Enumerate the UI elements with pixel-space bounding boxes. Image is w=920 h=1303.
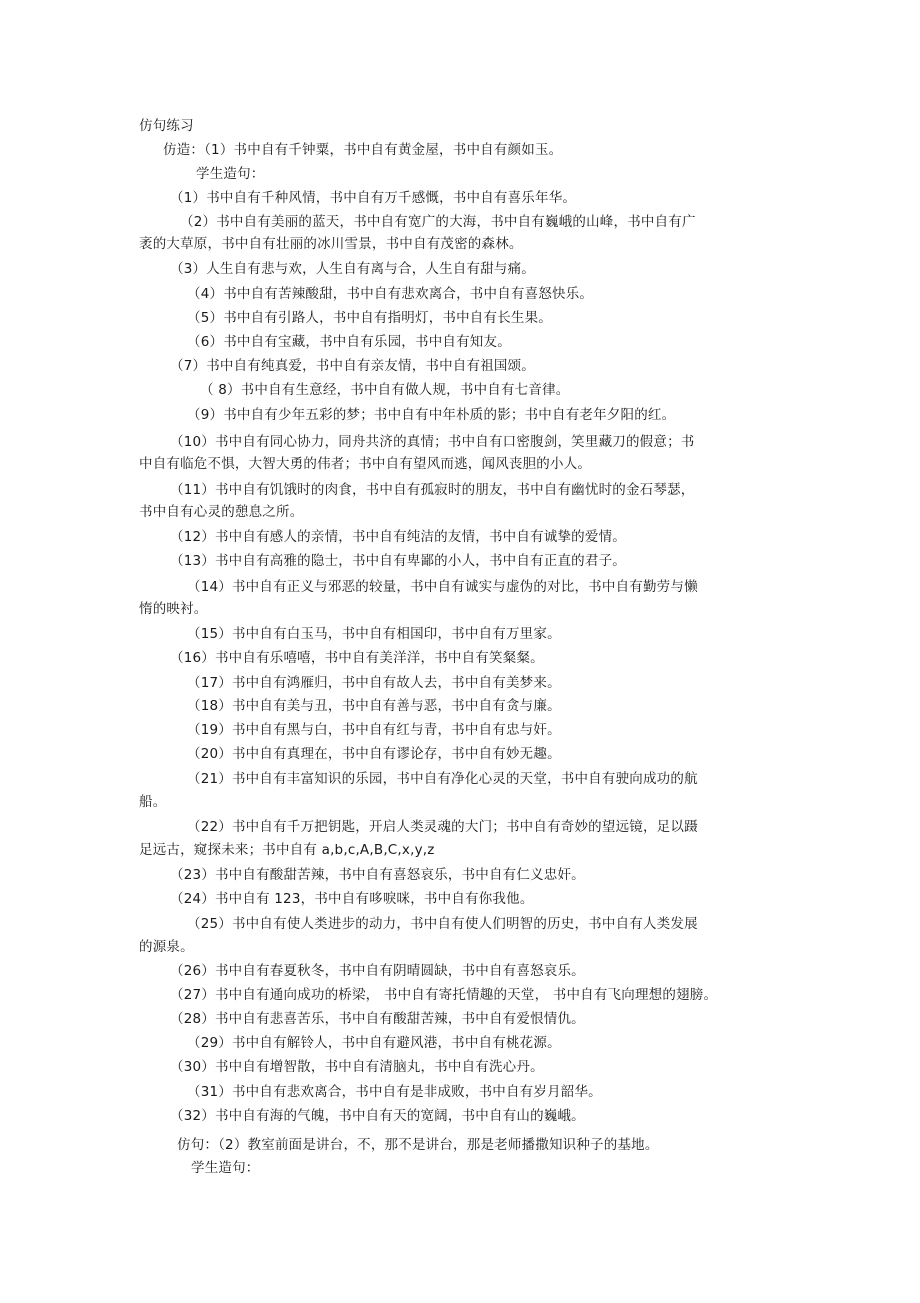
sentence-22-line-1: （22）书中自有千万把钥匙，开启人类灵魂的大门；书中自有奇妙的望远镜，足以蹑 [187,819,698,835]
sentence-23: （23）书中自有酸甜苦辣，书中自有喜怒哀乐，书中自有仁义忠奸。 [170,867,585,883]
sentence-5: （5）书中自有引路人，书中自有指明灯，书中自有长生果。 [187,310,552,326]
exercise-1-prompt: 仿造：（1）书中自有千钟粟，书中自有黄金屋，书中自有颜如玉。 [163,142,563,158]
exercise-1-student-heading: 学生造句： [196,166,265,182]
sentence-2-line-2: 袤的大草原，书中自有壮丽的冰川雪景，书中自有茂密的森林。 [139,236,523,252]
sentence-27: （27）书中自有通向成功的桥梁， 书中自有寄托情趣的天堂， 书中自有飞向理想的翅膀。 [170,987,718,1003]
sentence-16: （16）书中自有乐嘻嘻，书中自有美洋洋，书中自有笑粲粲。 [170,650,544,666]
sentence-11-line-1: （11）书中自有饥饿时的肉食，书中自有孤寂时的朋友，书中自有幽忧时的金石琴瑟， [170,482,695,498]
sentence-14-line-1: （14）书中自有正义与邪恶的较量，书中自有诚实与虚伪的对比，书中自有勤劳与懒 [187,579,698,595]
sentence-26: （26）书中自有春夏秋冬，书中自有阴晴圆缺，书中自有喜怒哀乐。 [170,963,585,979]
sentence-1: （1）书中自有千种风情，书中自有万千感慨，书中自有喜乐年华。 [170,190,577,206]
sentence-7: （7）书中自有纯真爱，书中自有亲友情，书中自有祖国颂。 [170,358,535,374]
sentence-6: （6）书中自有宝藏，书中自有乐园，书中自有知友。 [187,334,511,350]
sentence-8: （ 8）书中自有生意经，书中自有做人规，书中自有七音律。 [200,382,570,398]
sentence-20: （20）书中自有真理在，书中自有谬论存，书中自有妙无趣。 [187,746,561,762]
sentence-21-line-1: （21）书中自有丰富知识的乐园，书中自有净化心灵的天堂，书中自有驶向成功的航 [187,771,698,787]
sentence-13: （13）书中自有高雅的隐士，书中自有卑鄙的小人，书中自有正直的君子。 [170,553,626,569]
sentence-9: （9）书中自有少年五彩的梦；书中自有中年朴质的影；书中自有老年夕阳的红。 [187,407,676,423]
sentence-18: （18）书中自有美与丑，书中自有善与恶，书中自有贪与廉。 [187,698,561,714]
exercise-2-prompt: 仿句：（2）教室前面是讲台，不，那不是讲台，那是老师播撒知识种子的基地。 [177,1137,659,1153]
sentence-4: （4）书中自有苦辣酸甜，书中自有悲欢离合，书中自有喜怒快乐。 [187,286,594,302]
sentence-28: （28）书中自有悲喜苦乐，书中自有酸甜苦辣，书中自有爱恨情仇。 [170,1011,585,1027]
sentence-11-line-2: 书中自有心灵的憩息之所。 [139,504,304,520]
sentence-19: （19）书中自有黑与白，书中自有红与青，书中自有忠与奸。 [187,722,561,738]
sentence-14-line-2: 惰的映衬。 [139,601,208,617]
sentence-10-line-1: （10）书中自有同心协力，同舟共济的真情；书中自有口密腹剑，笑里藏刀的假意；书 [170,434,695,450]
sentence-22-line-2: 足远古，窥探未来；书中自有 a,b,c,A,B,C,x,y,z [139,842,435,858]
sentence-25-line-2: 的源泉。 [139,939,194,955]
exercise-2-student-heading: 学生造句： [191,1160,260,1176]
sentence-15: （15）书中自有白玉马，书中自有相国印，书中自有万里家。 [187,626,561,642]
sentence-2-line-1: （2）书中自有美丽的蓝天，书中自有宽广的大海，书中自有巍峨的山峰，书中自有广 [180,214,696,230]
sentence-31: （31）书中自有悲欢离合，书中自有是非成败，书中自有岁月韶华。 [187,1084,602,1100]
sentence-25-line-1: （25）书中自有使人类进步的动力，书中自有使人们明智的历史，书中自有人类发展 [187,916,698,932]
sentence-30: （30）书中自有增智散，书中自有清脑丸，书中自有洗心丹。 [170,1059,544,1075]
sentence-12: （12）书中自有感人的亲情，书中自有纯洁的友情，书中自有诚挚的爱情。 [170,529,626,545]
sentence-29: （29）书中自有解铃人，书中自有避风港，书中自有桃花源。 [187,1035,561,1051]
sentence-32: （32）书中自有海的气魄，书中自有天的宽阔，书中自有山的巍峨。 [170,1108,585,1124]
sentence-24: （24）书中自有 123，书中自有哆唳咪，书中自有你我他。 [170,891,534,907]
document-title: 仿句练习 [139,118,194,134]
sentence-10-line-2: 中自有临危不惧，大智大勇的伟者；书中自有望风而逃，闻风丧胆的小人。 [139,456,592,472]
sentence-17: （17）书中自有鸿雁归，书中自有故人去，书中自有美梦来。 [187,675,561,691]
sentence-3: （3）人生自有悲与欢，人生自有离与合，人生自有甜与痛。 [170,261,535,277]
sentence-21-line-2: 船。 [139,794,167,810]
